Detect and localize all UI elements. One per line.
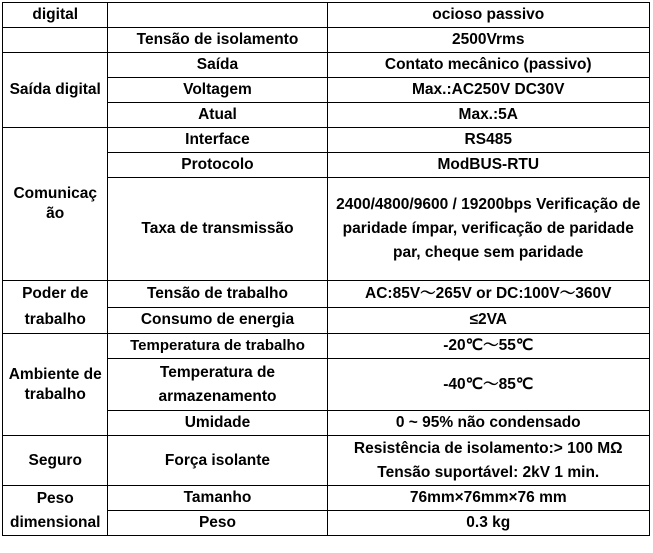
value-cell: -40℃～85℃ — [327, 359, 650, 411]
value-cell: ≤2VA — [327, 307, 650, 334]
param-cell: Tensão de trabalho — [108, 281, 327, 308]
param-cell: Força isolante — [108, 436, 327, 486]
value-cell: Contato mecânico (passivo) — [327, 53, 650, 78]
param-cell: Peso — [108, 511, 327, 536]
category-cell: Comunicaç ão — [3, 128, 108, 281]
param-cell: Umidade — [108, 411, 327, 436]
value-cell: 76mm×76mm×76 mm — [327, 486, 650, 511]
value-cell: AC:85V～265V or DC:100V～360V — [327, 281, 650, 308]
category-cell: Ambiente de trabalho — [3, 334, 108, 436]
param-cell: Tensão de isolamento — [108, 28, 327, 53]
category-cell: Poder de trabalho — [3, 281, 108, 334]
specification-table — [2, 2, 650, 536]
param-cell: Taxa de transmissão — [108, 178, 327, 281]
param-cell: Protocolo — [108, 153, 327, 178]
table-row — [3, 28, 650, 53]
value-cell: Max.:AC250V DC30V — [327, 78, 650, 103]
param-cell: Tamanho — [108, 486, 327, 511]
param-cell: Saída — [108, 53, 327, 78]
value-cell: ocioso passivo — [327, 3, 650, 28]
category-cell: Saída digital — [3, 53, 108, 128]
table-row — [3, 128, 650, 153]
category-cell: Seguro — [3, 436, 108, 486]
category-cell: digital — [3, 3, 108, 28]
table-row — [3, 334, 650, 359]
category-cell: Peso dimensional — [3, 486, 108, 536]
value-cell: -20℃～55℃ — [327, 334, 650, 359]
param-cell: Atual — [108, 103, 327, 128]
param-cell: Interface — [108, 128, 327, 153]
value-cell: RS485 — [327, 128, 650, 153]
value-cell: 2500Vrms — [327, 28, 650, 53]
table-row — [3, 3, 650, 28]
value-cell: 2400/4800/9600 / 19200bps Verificação de paridade ímpar, verificação de paridade par, cheque sem paridade — [327, 178, 650, 281]
value-cell: 0 ~ 95% não condensado — [327, 411, 650, 436]
value-cell: 0.3 kg — [327, 511, 650, 536]
param-cell — [108, 3, 327, 28]
param-cell: Consumo de energia — [108, 307, 327, 334]
value-cell: Max.:5A — [327, 103, 650, 128]
table-row — [3, 53, 650, 78]
param-cell: Temperatura de armazenamento — [108, 359, 327, 411]
table-row — [3, 486, 650, 511]
table-row — [3, 436, 650, 486]
value-cell: ModBUS-RTU — [327, 153, 650, 178]
value-cell: Resistência de isolamento:> 100 MΩ Tensão suportável: 2kV 1 min. — [327, 436, 650, 486]
category-cell — [3, 28, 108, 53]
param-cell: Voltagem — [108, 78, 327, 103]
table-row — [3, 281, 650, 308]
param-cell: Temperatura de trabalho — [108, 334, 327, 359]
